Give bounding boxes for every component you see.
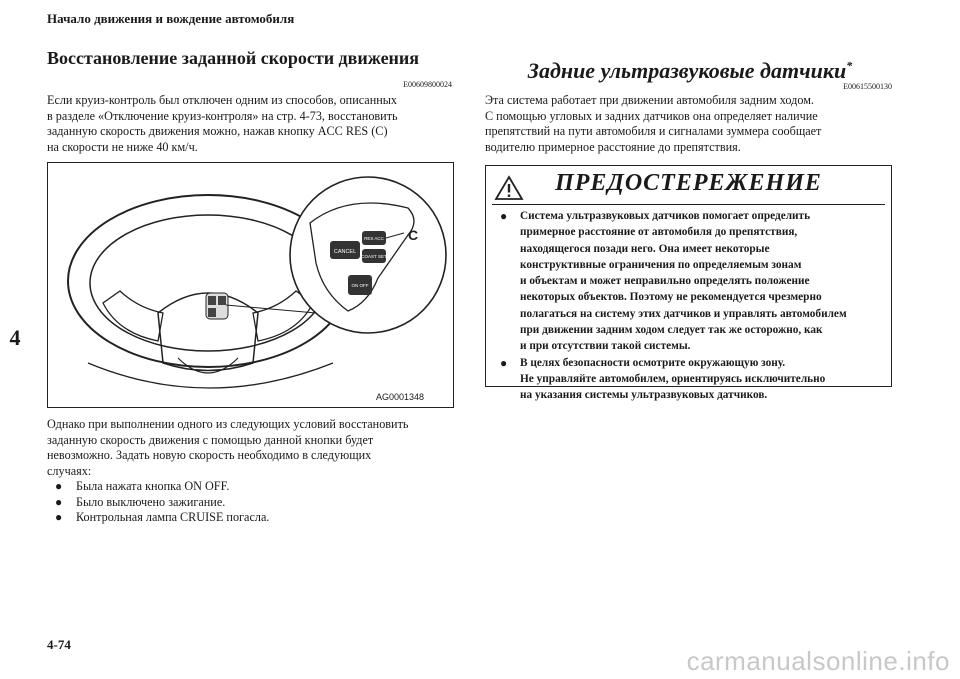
section-code: E00609800024 <box>403 80 452 89</box>
list-item: ● Контрольная лампа CRUISE погасла. <box>47 510 457 526</box>
heading-asterisk: * <box>846 58 853 73</box>
text-line: на скорости не ниже 40 км/ч. <box>47 139 198 154</box>
text-line: полагаться на систему этих датчиков и управлять автомобилем <box>520 307 847 320</box>
text-line: невозможно. Задать новую скорость необходимо в следующих <box>47 448 372 462</box>
chapter-tab: 4 <box>9 325 21 350</box>
list-item <box>496 208 886 355</box>
list-item: ● Было выключено зажигание. <box>47 495 457 511</box>
watermark-link[interactable]: carmanualsonline.info <box>686 646 950 676</box>
conditions-paragraph <box>47 417 457 526</box>
text-line: случаях: <box>47 463 92 478</box>
text-line: находящегося позади него. Она имеет некоторые <box>520 242 770 255</box>
text-line: при движении задним ходом следует так же осторожно, как <box>520 324 823 337</box>
conditions-list <box>47 479 457 526</box>
text-line: С помощью угловых и задних датчиков она определяет наличие <box>485 108 818 123</box>
text-line: некоторых объектов. Поэтому не рекомендуется чрезмерно <box>520 291 822 304</box>
running-header: Начало движения и вождение автомобиля <box>47 11 295 26</box>
list-item: ● Была нажата кнопка ON OFF. <box>47 479 457 495</box>
text-line: ● Система ультразвуковых датчиков помогает определить <box>520 210 811 222</box>
warning-list <box>496 208 886 404</box>
text-line: заданную скорость движения можно, нажав кнопку ACC RES (C) <box>47 124 388 138</box>
text-line: Эта система работает при движении автомобиля задним ходом. <box>485 93 814 107</box>
cancel-button-label: CANCEL <box>333 249 357 255</box>
text-line: водителю примерное расстояние до препятствия. <box>485 139 741 154</box>
sensor-intro-paragraph <box>485 93 895 155</box>
text-line: Однако при выполнении одного из следующих условий восстановить <box>47 417 409 431</box>
text-line: в разделе «Отключение круиз-контроля» на стр. 4-73, восстановить <box>47 108 398 123</box>
text-line: на указания системы ультразвуковых датчиков. <box>520 389 768 402</box>
text-line: конструктивные ограничения по определяемым зонам <box>520 258 802 271</box>
text-line: заданную скорость движения с помощью данной кнопки будет <box>47 432 374 447</box>
warning-box <box>485 165 892 402</box>
coast-set-button-label: COAST SET <box>361 254 387 259</box>
section-code: E00615500130 <box>843 82 892 91</box>
section-heading-resume-speed: Восстановление заданной скорости движения <box>47 48 420 68</box>
intro-paragraph <box>47 93 457 155</box>
warning-divider <box>492 204 885 205</box>
text-line: примерное расстояние от автомобиля до препятствия, <box>520 226 798 239</box>
text-line: и при отсутствии такой системы. <box>520 340 691 353</box>
text-line: Не управляйте автомобилем, ориентируясь исключительно <box>520 372 826 385</box>
figure-label: AG0001348 <box>376 392 425 402</box>
list-item <box>496 355 886 404</box>
text-line: ● В целях безопасности осмотрите окружающую зону. <box>520 356 786 369</box>
res-acc-button-label: RES ACC <box>364 236 384 241</box>
callout-c: C <box>408 227 419 243</box>
heading-text: Задние ультразвуковые датчики <box>527 58 847 83</box>
text-line: и объектам и может неправильно определять положение <box>520 275 810 288</box>
warning-body <box>496 208 886 404</box>
text-line: препятствий на пути автомобиля и сигналами зуммера сообщает <box>485 124 822 138</box>
warning-title: ПРЕДОСТЕРЕЖЕНИЕ <box>555 170 822 196</box>
page-number: 4-74 <box>47 637 71 652</box>
section-heading-rear-sensors <box>490 58 890 84</box>
steering-wheel-figure <box>47 162 454 408</box>
steering-wheel-illustration <box>48 163 453 407</box>
on-off-button-label: ON OFF <box>351 283 369 288</box>
text-line: Если круиз-контроль был отключен одним из способов, описанных <box>47 93 398 107</box>
